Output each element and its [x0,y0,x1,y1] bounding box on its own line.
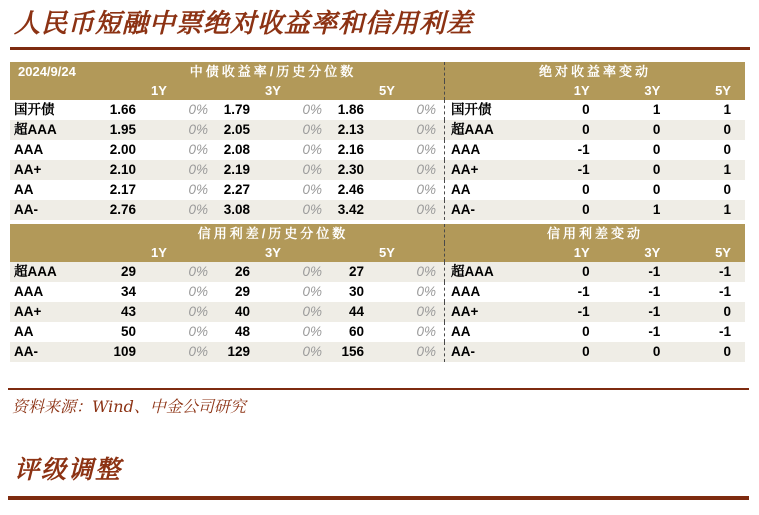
table-row [10,200,745,220]
row-label: AA+ [451,162,479,177]
tenor-3y-header: 3Y [265,83,281,98]
pctile-1y: 0% [188,324,208,339]
row-label: 超AAA [14,122,57,137]
yield-1y: 2.00 [109,142,136,157]
spacer [10,243,102,262]
pctile-1y: 0% [188,142,208,157]
table-row [10,120,745,140]
yield-5y: 2.16 [337,142,364,157]
bottom-divider [8,496,749,500]
tenor-1y-header: 1Y [573,83,590,98]
change-1y: 0 [582,344,590,359]
change-5y: -1 [718,264,731,279]
change-3y: 0 [652,182,661,197]
change-1y: 0 [582,202,590,217]
tenor-1y-header: 1Y [151,83,167,98]
change-3y: 0 [652,142,661,157]
change-1y: 0 [582,324,590,339]
yield-spread-table [10,62,745,362]
pctile-5y: 0% [416,304,436,319]
row-label: 超AAA [14,264,57,279]
tenor-5y-header: 5Y [379,83,395,98]
pctile-3y: 0% [302,344,322,359]
change-5y: 0 [723,344,731,359]
yield-group-title: 中债收益率/历史分位数 [189,64,357,79]
pctile-1y: 0% [188,344,208,359]
pctile-5y: 0% [416,182,436,197]
table-row [10,180,745,200]
table-row [10,160,745,180]
change-1y: -1 [577,304,590,319]
pctile-5y: 0% [416,102,436,117]
row-label: 国开债 [451,102,492,117]
row-label: AA+ [14,162,42,177]
row-label: 国开债 [14,102,55,117]
pctile-3y: 0% [302,264,322,279]
pctile-5y: 0% [416,264,436,279]
pctile-5y: 0% [416,162,436,177]
pctile-5y: 0% [416,284,436,299]
yield-5y: 2.13 [337,122,364,137]
pctile-5y: 0% [416,324,436,339]
pctile-3y: 0% [302,102,322,117]
change-1y: 0 [582,264,590,279]
pctile-3y: 0% [302,284,322,299]
tenor-3y-header: 3Y [644,245,661,260]
change-5y: -1 [718,284,731,299]
yield-section [10,62,745,220]
pctile-1y: 0% [188,162,208,177]
table-row [10,100,745,120]
figure-title: 人民币短融中票绝对收益率和信用利差 [14,9,474,39]
yield-3y: 2.27 [223,182,250,197]
table-row [10,262,745,282]
change-3y: -1 [648,284,661,299]
row-label: AA+ [451,304,479,319]
spread-section [10,224,745,362]
change-1y: 0 [582,182,590,197]
table-row [10,282,745,302]
change-5y: 0 [723,142,731,157]
tenor-5y-header: 5Y [715,245,731,260]
row-label: AAA [451,142,481,157]
yield-3y: 2.19 [223,162,250,177]
row-label: AA- [14,344,38,359]
change-1y: -1 [577,162,590,177]
change-1y: 0 [582,122,590,137]
row-label: AAA [14,284,44,299]
spread-1y: 34 [120,284,136,299]
spread-group-title: 信用利差/历史分位数 [197,226,349,241]
pctile-3y: 0% [302,162,322,177]
yield-1y: 2.76 [109,202,136,217]
change-5y: 1 [723,102,731,117]
pctile-1y: 0% [188,102,208,117]
yield-3y: 2.08 [223,142,250,157]
row-label: AA- [451,344,475,359]
change-3y: 1 [652,102,661,117]
pctile-3y: 0% [302,202,322,217]
pctile-3y: 0% [302,324,322,339]
yield-1y: 2.10 [109,162,136,177]
spacer [445,81,533,100]
yield-3y: 3.08 [223,202,250,217]
row-label: AA [451,324,471,339]
row-label: AA- [451,202,475,217]
spread-5y: 27 [348,264,364,279]
pctile-1y: 0% [188,122,208,137]
yield-5y: 3.42 [337,202,364,217]
table-row [10,322,745,342]
spread-3y: 129 [227,344,250,359]
pctile-3y: 0% [302,122,322,137]
tenor-5y-header: 5Y [379,245,395,260]
pctile-1y: 0% [188,284,208,299]
pctile-1y: 0% [188,264,208,279]
spacer [445,243,533,262]
row-label: AA [451,182,471,197]
row-label: AA- [14,202,38,217]
change-5y: 0 [723,182,731,197]
pctile-3y: 0% [302,142,322,157]
spacer [10,224,102,243]
spacer [10,81,102,100]
pctile-1y: 0% [188,202,208,217]
yield-1y: 1.66 [109,102,136,117]
tenor-3y-header: 3Y [644,83,661,98]
yield-5y: 1.86 [337,102,364,117]
pctile-1y: 0% [188,182,208,197]
pctile-5y: 0% [416,202,436,217]
spread-3y: 29 [234,284,250,299]
pctile-5y: 0% [416,142,436,157]
change-5y: 0 [723,304,731,319]
pctile-1y: 0% [188,304,208,319]
change-3y: -1 [648,264,661,279]
row-label: 超AAA [451,264,494,279]
change-5y: 0 [723,122,731,137]
tenor-5y-header: 5Y [715,83,731,98]
source-note: 资料来源：Wind、中金公司研究 [12,397,246,416]
yield-1y: 2.17 [109,182,136,197]
table-row [10,302,745,322]
pctile-3y: 0% [302,304,322,319]
row-label: AA [14,182,34,197]
as-of-date: 2024/9/24 [18,64,76,79]
yield-3y: 1.79 [223,102,250,117]
change-3y: 0 [652,162,661,177]
change-3y: -1 [648,304,661,319]
change-3y: 0 [652,122,661,137]
row-label: AAA [14,142,44,157]
change-5y: 1 [723,202,731,217]
yield-3y: 2.05 [223,122,250,137]
change-5y: -1 [718,324,731,339]
yield-change-group-title: 绝对收益率变动 [538,64,651,79]
spread-3y: 26 [234,264,250,279]
spread-1y: 50 [120,324,136,339]
spread-3y: 40 [234,304,250,319]
spread-1y: 29 [120,264,136,279]
table-row [10,342,745,362]
change-5y: 1 [723,162,731,177]
yield-group-header-row [10,62,745,81]
spread-group-header-row [10,224,745,243]
spread-5y: 156 [341,344,364,359]
pctile-5y: 0% [416,344,436,359]
change-1y: 0 [582,102,590,117]
title-divider [10,47,750,50]
spread-1y: 43 [120,304,136,319]
pctile-5y: 0% [416,122,436,137]
yield-1y: 1.95 [109,122,136,137]
yield-5y: 2.46 [337,182,364,197]
tenor-1y-header: 1Y [573,245,590,260]
spread-5y: 60 [348,324,364,339]
spread-5y: 44 [348,304,364,319]
spread-tenor-header-row [10,243,745,262]
next-section-title: 评级调整 [14,455,123,484]
table-row [10,140,745,160]
change-1y: -1 [577,142,590,157]
row-label: 超AAA [451,122,494,137]
row-label: AA [14,324,34,339]
spread-change-group-title: 信用利差变动 [546,226,643,241]
change-1y: -1 [577,284,590,299]
spread-5y: 30 [348,284,364,299]
tenor-1y-header: 1Y [151,245,167,260]
source-divider [8,388,749,390]
tenor-3y-header: 3Y [265,245,281,260]
spread-3y: 48 [234,324,250,339]
row-label: AAA [451,284,481,299]
change-3y: 0 [652,344,661,359]
row-label: AA+ [14,304,42,319]
spread-1y: 109 [113,344,136,359]
yield-5y: 2.30 [337,162,364,177]
pctile-3y: 0% [302,182,322,197]
change-3y: -1 [648,324,661,339]
change-3y: 1 [652,202,661,217]
yield-tenor-header-row [10,81,745,100]
